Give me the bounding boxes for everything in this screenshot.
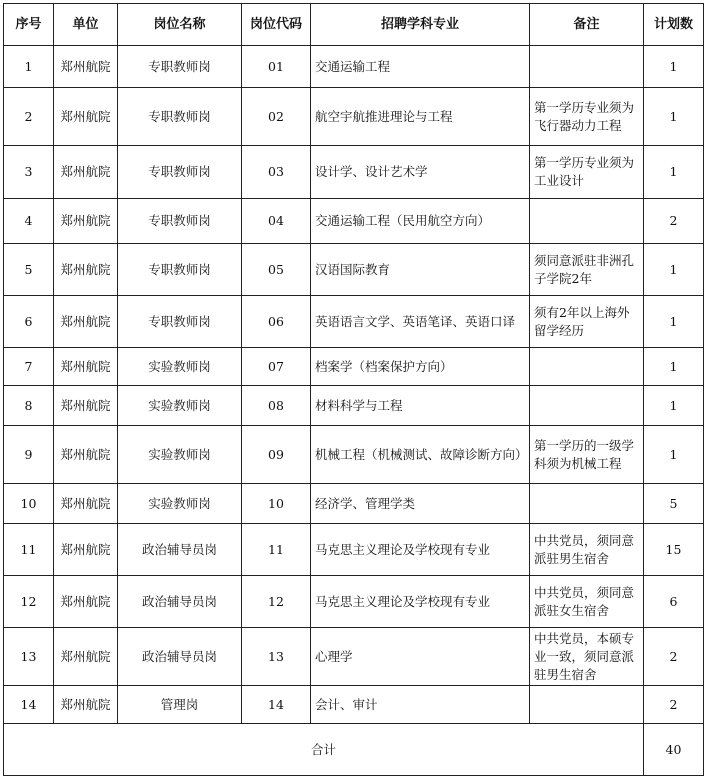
cell-remark — [530, 348, 644, 386]
cell-major: 心理学 — [311, 628, 530, 686]
cell-major: 材料科学与工程 — [311, 386, 530, 426]
cell-position-code: 09 — [242, 426, 311, 484]
cell-remark: 第一学历专业须为飞行器动力工程 — [530, 88, 644, 146]
cell-plan-count: 6 — [644, 576, 704, 628]
table-row — [4, 199, 704, 244]
cell-position-code: 08 — [242, 386, 311, 426]
table-row — [4, 628, 704, 686]
table-row — [4, 386, 704, 426]
table-row — [4, 146, 704, 199]
cell-unit: 郑州航院 — [54, 199, 118, 244]
cell-unit: 郑州航院 — [54, 686, 118, 724]
cell-remark: 须有2年以上海外留学经历 — [530, 296, 644, 348]
cell-position-code: 05 — [242, 244, 311, 296]
cell-unit: 郑州航院 — [54, 348, 118, 386]
cell-position-code: 03 — [242, 146, 311, 199]
cell-position-name: 专职教师岗 — [118, 146, 242, 199]
cell-plan-count: 1 — [644, 348, 704, 386]
header-unit: 单位 — [54, 4, 118, 46]
cell-major: 机械工程（机械测试、故障诊断方向） — [311, 426, 530, 484]
cell-unit: 郑州航院 — [54, 484, 118, 524]
cell-seq: 1 — [4, 46, 54, 88]
header-remark: 备注 — [530, 4, 644, 46]
cell-plan-count: 1 — [644, 146, 704, 199]
cell-remark: 中共党员，本硕专业一致，须同意派驻男生宿舍 — [530, 628, 644, 686]
cell-seq: 2 — [4, 88, 54, 146]
cell-seq: 14 — [4, 686, 54, 724]
cell-seq: 10 — [4, 484, 54, 524]
cell-unit: 郑州航院 — [54, 146, 118, 199]
cell-position-name: 实验教师岗 — [118, 426, 242, 484]
cell-major: 档案学（档案保护方向） — [311, 348, 530, 386]
table-row — [4, 88, 704, 146]
recruitment-table — [3, 3, 704, 776]
cell-plan-count: 1 — [644, 386, 704, 426]
cell-major: 航空宇航推进理论与工程 — [311, 88, 530, 146]
cell-remark — [530, 686, 644, 724]
cell-unit: 郑州航院 — [54, 628, 118, 686]
total-label: 合计 — [4, 724, 644, 776]
header-seq: 序号 — [4, 4, 54, 46]
cell-position-name: 专职教师岗 — [118, 88, 242, 146]
cell-position-code: 06 — [242, 296, 311, 348]
cell-major: 会计、审计 — [311, 686, 530, 724]
table-row — [4, 524, 704, 576]
cell-major: 交通运输工程（民用航空方向） — [311, 199, 530, 244]
cell-remark: 须同意派驻非洲孔子学院2年 — [530, 244, 644, 296]
table-row — [4, 576, 704, 628]
cell-remark: 第一学历专业须为工业设计 — [530, 146, 644, 199]
cell-position-code: 11 — [242, 524, 311, 576]
cell-plan-count: 2 — [644, 199, 704, 244]
cell-position-code: 04 — [242, 199, 311, 244]
cell-position-name: 政治辅导员岗 — [118, 524, 242, 576]
cell-position-name: 实验教师岗 — [118, 348, 242, 386]
cell-plan-count: 15 — [644, 524, 704, 576]
cell-remark — [530, 199, 644, 244]
cell-plan-count: 1 — [644, 244, 704, 296]
cell-unit: 郑州航院 — [54, 296, 118, 348]
table-row — [4, 484, 704, 524]
cell-unit: 郑州航院 — [54, 244, 118, 296]
cell-major: 交通运输工程 — [311, 46, 530, 88]
cell-seq: 13 — [4, 628, 54, 686]
cell-position-name: 专职教师岗 — [118, 244, 242, 296]
cell-plan-count: 1 — [644, 426, 704, 484]
cell-position-name: 实验教师岗 — [118, 484, 242, 524]
cell-major: 马克思主义理论及学校现有专业 — [311, 524, 530, 576]
cell-major: 英语语言文学、英语笔译、英语口译 — [311, 296, 530, 348]
cell-position-name: 专职教师岗 — [118, 199, 242, 244]
cell-unit: 郑州航院 — [54, 386, 118, 426]
header-position-name: 岗位名称 — [118, 4, 242, 46]
header-plan-count: 计划数 — [644, 4, 704, 46]
table-row — [4, 426, 704, 484]
cell-unit: 郑州航院 — [54, 524, 118, 576]
cell-unit: 郑州航院 — [54, 576, 118, 628]
cell-position-code: 13 — [242, 628, 311, 686]
cell-unit: 郑州航院 — [54, 46, 118, 88]
table-header-row — [4, 4, 704, 46]
cell-remark — [530, 386, 644, 426]
table-row — [4, 46, 704, 88]
cell-remark — [530, 484, 644, 524]
cell-seq: 4 — [4, 199, 54, 244]
cell-position-code: 02 — [242, 88, 311, 146]
cell-major: 马克思主义理论及学校现有专业 — [311, 576, 530, 628]
cell-seq: 12 — [4, 576, 54, 628]
cell-seq: 8 — [4, 386, 54, 426]
header-position-code: 岗位代码 — [242, 4, 311, 46]
cell-plan-count: 2 — [644, 628, 704, 686]
cell-position-name: 政治辅导员岗 — [118, 576, 242, 628]
cell-seq: 3 — [4, 146, 54, 199]
cell-position-name: 管理岗 — [118, 686, 242, 724]
table-row — [4, 348, 704, 386]
cell-remark: 中共党员，须同意派驻男生宿舍 — [530, 524, 644, 576]
cell-seq: 5 — [4, 244, 54, 296]
cell-position-code: 07 — [242, 348, 311, 386]
cell-position-name: 实验教师岗 — [118, 386, 242, 426]
cell-position-code: 12 — [242, 576, 311, 628]
header-major: 招聘学科专业 — [311, 4, 530, 46]
cell-seq: 7 — [4, 348, 54, 386]
table-row — [4, 296, 704, 348]
cell-seq: 11 — [4, 524, 54, 576]
cell-unit: 郑州航院 — [54, 88, 118, 146]
cell-plan-count: 1 — [644, 88, 704, 146]
cell-remark — [530, 46, 644, 88]
cell-plan-count: 2 — [644, 686, 704, 724]
cell-plan-count: 1 — [644, 296, 704, 348]
cell-remark: 第一学历的一级学科须为机械工程 — [530, 426, 644, 484]
cell-major: 设计学、设计艺术学 — [311, 146, 530, 199]
cell-major: 经济学、管理学类 — [311, 484, 530, 524]
cell-seq: 9 — [4, 426, 54, 484]
cell-position-name: 专职教师岗 — [118, 296, 242, 348]
total-row — [4, 724, 704, 776]
cell-unit: 郑州航院 — [54, 426, 118, 484]
cell-seq: 6 — [4, 296, 54, 348]
cell-major: 汉语国际教育 — [311, 244, 530, 296]
cell-position-code: 10 — [242, 484, 311, 524]
cell-plan-count: 1 — [644, 46, 704, 88]
cell-position-code: 01 — [242, 46, 311, 88]
table-row — [4, 244, 704, 296]
cell-remark: 中共党员，须同意派驻女生宿舍 — [530, 576, 644, 628]
cell-position-name: 政治辅导员岗 — [118, 628, 242, 686]
cell-position-code: 14 — [242, 686, 311, 724]
table-row — [4, 686, 704, 724]
cell-position-name: 专职教师岗 — [118, 46, 242, 88]
cell-plan-count: 5 — [644, 484, 704, 524]
total-count: 40 — [644, 724, 704, 776]
